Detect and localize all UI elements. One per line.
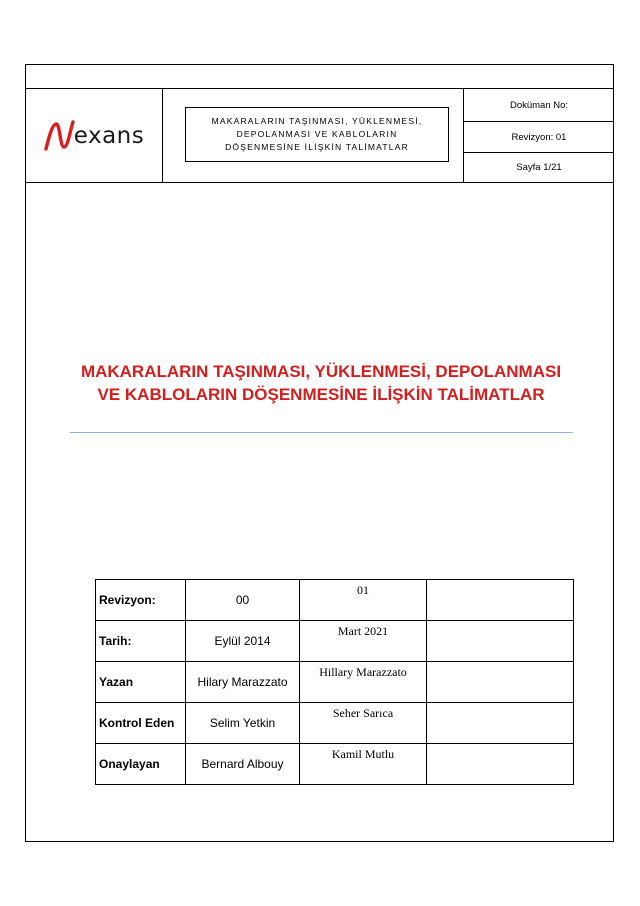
revision-table	[95, 579, 574, 785]
table-row	[96, 621, 574, 662]
title-underline	[70, 432, 573, 433]
header-title-cell	[163, 89, 464, 182]
revision-label: Revizyon: 01	[464, 122, 614, 153]
cell-rev-01: Kamil Mutlu	[300, 744, 427, 785]
doc-number: Doküman No:	[464, 89, 614, 122]
row-label: Tarih:	[96, 621, 186, 662]
table-row	[96, 580, 574, 621]
cell-empty	[427, 744, 574, 785]
cell-rev-01: Mart 2021	[300, 621, 427, 662]
table-row	[96, 744, 574, 785]
row-label: Yazan	[96, 662, 186, 703]
cell-empty	[427, 662, 574, 703]
cell-empty	[427, 580, 574, 621]
document-header	[25, 88, 614, 183]
cell-rev-00: Selim Yetkin	[186, 703, 300, 744]
header-meta	[464, 89, 614, 182]
header-title: MAKARALARIN TAŞINMASI, YÜKLENMESİ, DEPOLANMASI VE KABLOLARIN DÖŞENMESİNE İLİŞKİN TALİMATLAR	[211, 116, 423, 152]
cell-rev-00: Eylül 2014	[186, 621, 300, 662]
table-row	[96, 703, 574, 744]
cell-empty	[427, 621, 574, 662]
cell-rev-01: 01	[300, 580, 427, 621]
nexans-logo	[43, 119, 145, 153]
table-row	[96, 662, 574, 703]
page-number: Sayfa 1/21	[516, 162, 562, 173]
row-label: Onaylayan	[96, 744, 186, 785]
cell-rev-00: 00	[186, 580, 300, 621]
document-title: MAKARALARIN TAŞINMASI, YÜKLENMESİ, DEPOLANMASI VE KABLOLARIN DÖŞENMESİNE İLİŞKİN TALİMATLAR	[80, 362, 562, 404]
cell-rev-00: Bernard Albouy	[186, 744, 300, 785]
logo-wordmark: exans	[73, 122, 145, 149]
nexans-n-mark-icon	[43, 119, 75, 153]
logo-cell	[25, 89, 163, 182]
cell-rev-01: Hillary Marazzato	[300, 662, 427, 703]
cell-rev-00: Hilary Marazzato	[186, 662, 300, 703]
header-title-box	[185, 107, 449, 162]
row-label: Revizyon:	[96, 580, 186, 621]
cell-empty	[427, 703, 574, 744]
cell-rev-01: Seher Sarıca	[300, 703, 427, 744]
row-label: Kontrol Eden	[96, 703, 186, 744]
